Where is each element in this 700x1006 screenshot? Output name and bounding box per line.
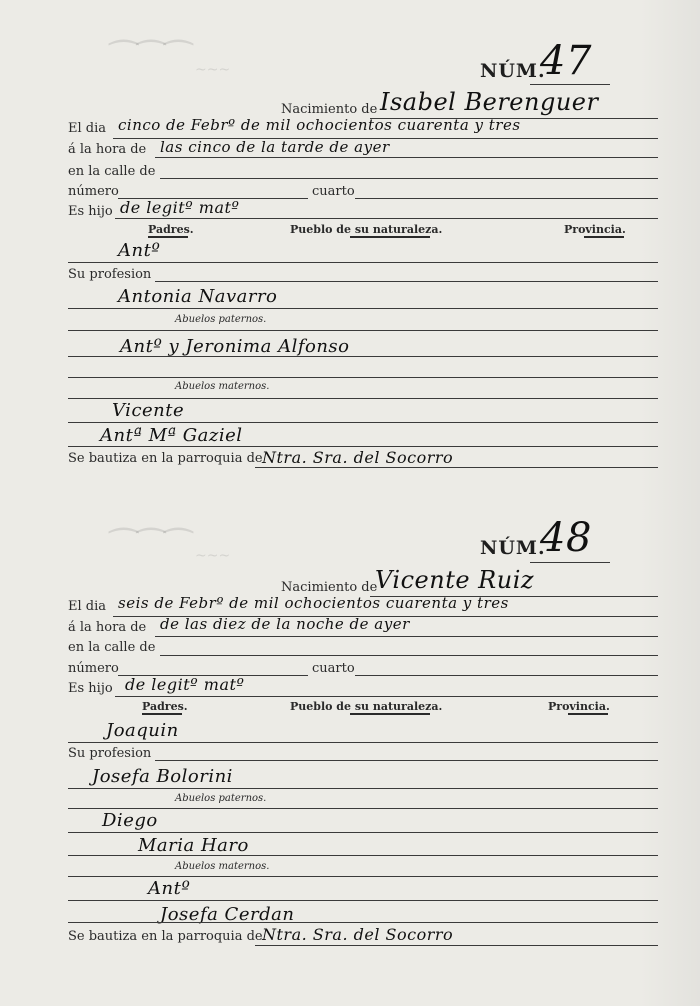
rule (68, 900, 658, 901)
rule (155, 157, 658, 158)
hijo-label: Es hijo (68, 204, 113, 219)
abuelos-maternos-label: Abuelos maternos. (175, 381, 270, 392)
abuelos-maternos-label: Abuelos maternos. (175, 861, 270, 872)
record-number-label: NÚM. (480, 537, 546, 559)
bleed-through-mark: ⁀⁀⁀ (110, 40, 192, 80)
rule (355, 198, 658, 199)
child-name: Isabel Berenguer (380, 88, 599, 116)
rule (155, 281, 658, 282)
rule (68, 422, 658, 423)
nacimiento-label: Nacimiento de (281, 580, 378, 595)
header-underline (148, 236, 188, 238)
abuela-materna-name: Josefa Cerdan (160, 904, 295, 925)
rule (255, 945, 658, 946)
parroquia-label: Se bautiza en la parroquia de (68, 451, 263, 466)
rule (68, 398, 658, 399)
abuelos-paternos-names: Antº y Jeronima Alfonso (120, 336, 350, 357)
rule (155, 636, 658, 637)
calle-label: en la calle de (68, 640, 156, 655)
parroquia-label: Se bautiza en la parroquia de (68, 929, 263, 944)
parroquia-value: Ntra. Sra. del Socorro (262, 448, 454, 467)
column-header-provincia: Provincia. (564, 223, 626, 236)
column-header-padres: Padres. (148, 223, 194, 236)
numero-label: número (68, 184, 119, 199)
numero-label: número (68, 661, 119, 676)
column-header-pueblo: Pueblo de su naturaleza. (290, 223, 443, 236)
bleed-through-mark: ~~~ (195, 548, 231, 564)
hijo-value: de legitº matº (125, 675, 245, 694)
cuarto-label: cuarto (312, 661, 355, 676)
column-header-provincia: Provincia. (548, 700, 610, 713)
record-number: 47 (540, 38, 592, 84)
child-name: Vicente Ruiz (375, 566, 535, 594)
rule (68, 832, 658, 833)
header-underline (142, 713, 182, 715)
hijo-label: Es hijo (68, 681, 113, 696)
column-header-pueblo: Pueblo de su naturaleza. (290, 700, 443, 713)
calle-label: en la calle de (68, 164, 156, 179)
hora-value: las cinco de la tarde de ayer (160, 138, 390, 156)
header-underline (350, 236, 430, 238)
profesion-label: Su profesion (68, 746, 152, 761)
rule (160, 655, 658, 656)
padre-name: Antº (118, 240, 161, 261)
rule (255, 467, 658, 468)
rule (115, 696, 658, 697)
abuelo-materno-name: Vicente (112, 400, 185, 421)
record-number-label: NÚM. (480, 60, 546, 82)
abuelos-paternos-label: Abuelos paternos. (175, 793, 267, 804)
dia-value: cinco de Febrº de mil ochocientos cuarenta y tres (118, 116, 521, 134)
dia-label: El dia (68, 599, 107, 614)
rule (68, 262, 658, 263)
rule (68, 855, 658, 856)
hora-label: á la hora de (68, 620, 147, 635)
madre-name: Antonia Navarro (118, 286, 278, 307)
record-number: 48 (540, 515, 592, 561)
padre-name: Joaquin (106, 720, 179, 741)
abuela-paterna-name: Maria Haro (138, 835, 249, 856)
abuelo-materno-name: Antº (148, 878, 191, 899)
rule (115, 218, 658, 219)
hora-label: á la hora de (68, 142, 147, 157)
bleed-through-mark: ⁀⁀⁀ (110, 528, 192, 568)
number-underline (530, 562, 610, 563)
header-underline (568, 713, 608, 715)
profesion-label: Su profesion (68, 267, 152, 282)
rule (68, 446, 658, 447)
column-header-padres: Padres. (142, 700, 188, 713)
rule (68, 876, 658, 877)
rule (68, 308, 658, 309)
rule (68, 922, 658, 923)
madre-name: Josefa Bolorini (92, 766, 233, 787)
rule (155, 760, 658, 761)
parroquia-value: Ntra. Sra. del Socorro (262, 925, 454, 944)
dia-label: El dia (68, 121, 107, 136)
abuela-materna-name: Antª Mª Gaziel (100, 425, 243, 446)
abuelo-paterno-name: Diego (102, 810, 158, 831)
dia-value: seis de Febrº de mil ochocientos cuarenta y tres (118, 594, 509, 612)
number-underline (530, 84, 610, 85)
header-underline (584, 236, 624, 238)
rule (68, 330, 658, 331)
nacimiento-label: Nacimiento de (281, 102, 378, 117)
rule (68, 742, 658, 743)
bleed-through-mark: ~~~ (195, 62, 231, 78)
rule (355, 675, 658, 676)
cuarto-label: cuarto (312, 184, 355, 199)
rule (68, 808, 658, 809)
rule (160, 178, 658, 179)
abuelos-paternos-label: Abuelos paternos. (175, 314, 267, 325)
hijo-value: de legitº matº (120, 198, 240, 217)
rule (68, 377, 658, 378)
rule (68, 356, 658, 357)
rule (68, 788, 658, 789)
header-underline (350, 713, 430, 715)
hora-value: de las diez de la noche de ayer (160, 615, 410, 633)
